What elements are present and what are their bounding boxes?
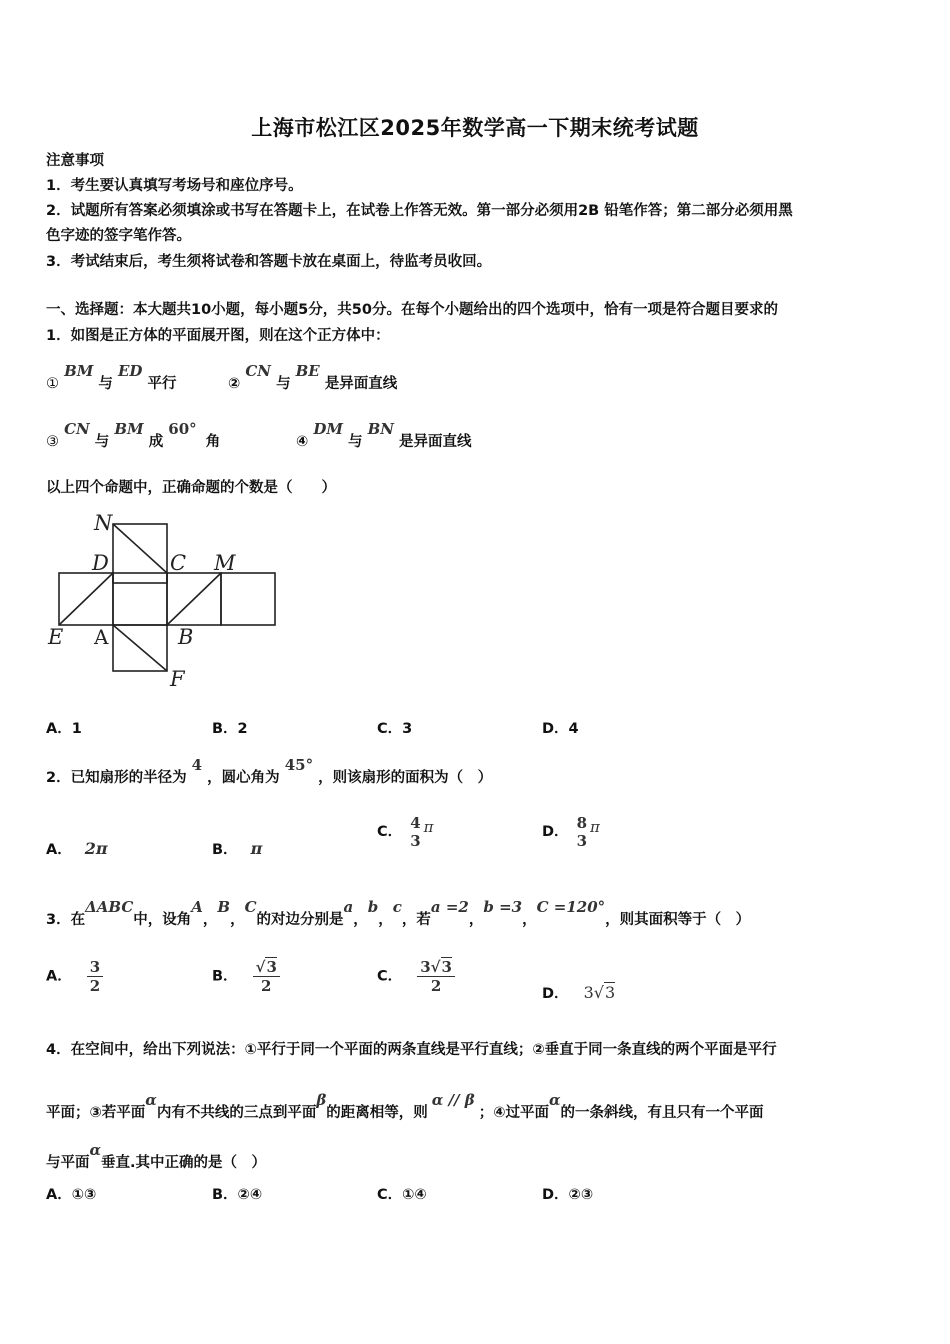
stem-text: ，	[522, 912, 537, 928]
radicand: 3	[441, 958, 452, 976]
stem-text: 内有不共线的三点到平面	[156, 1105, 317, 1121]
stem-text: 的对边分别是	[256, 912, 344, 928]
net-face-center	[113, 573, 167, 625]
math-expr: a =2	[430, 898, 469, 916]
coefficient: 3	[420, 958, 431, 976]
math-expr: α	[89, 1141, 102, 1159]
q1-option-a[interactable]: A．1	[46, 721, 82, 737]
stem-text: ，	[353, 912, 368, 928]
math-expr: BN	[367, 420, 394, 438]
prop-text: 角	[205, 434, 221, 450]
notice-item: 1．考生要认真填写考场号和座位序号。	[46, 178, 303, 194]
question-4-line-3	[46, 1141, 267, 1172]
math-expr: α // β	[431, 1091, 475, 1109]
vertex-label: C	[170, 551, 187, 575]
math-expr: 3√3	[583, 983, 616, 1002]
math-expr: β	[316, 1091, 327, 1109]
numerator: 3√3	[420, 958, 452, 976]
question-1-stem: 1．如图是正方体的平面展开图，则在这个正方体中：	[46, 328, 390, 344]
math-expr: π	[423, 818, 434, 836]
vertex-label: E	[48, 625, 64, 649]
vertex-label: A	[94, 625, 109, 649]
math-expr: ED	[117, 362, 143, 380]
radicand: 3	[266, 958, 277, 976]
q1-proposition-1	[46, 362, 177, 393]
radicand: 3	[605, 983, 616, 1002]
math-expr: α	[548, 1091, 561, 1109]
math-expr: π	[250, 839, 263, 858]
net-face-top	[113, 524, 167, 583]
option-label: D．	[542, 824, 569, 840]
q3-option-c[interactable]	[377, 958, 455, 995]
diagonal-line	[113, 524, 167, 573]
option-label: A．	[46, 968, 72, 985]
prop-text: 与	[98, 376, 113, 392]
question-3-stem	[46, 898, 751, 929]
notice-item: 3．考试结束后，考生须将试卷和答题卡放在桌面上，待监考员收回。	[46, 254, 492, 270]
notice-item: 2．试题所有答案必须填涂或书写在答题卡上，在试卷上作答无效。第一部分必须用2B 铅笔作答；第二部分必须用黑	[46, 203, 793, 219]
question-4-line-2	[46, 1091, 764, 1122]
numerator: 4	[410, 814, 421, 832]
stem-text: ，	[230, 912, 245, 928]
q4-option-d[interactable]: D．②③	[542, 1187, 594, 1203]
option-label: B．	[212, 968, 238, 985]
option-label: A．	[46, 842, 72, 858]
stem-text: 的一条斜线，有且只有一个平面	[560, 1105, 764, 1121]
cube-net-figure	[44, 512, 284, 692]
prop-text: 是异面直线	[399, 434, 472, 450]
notice-item: 色字迹的签字笔作答。	[46, 228, 191, 244]
stem-text: 的距离相等，则	[326, 1105, 428, 1121]
stem-text: ，	[378, 912, 393, 928]
numerator: √3	[255, 958, 277, 976]
stem-text: ，则该扇形的面积为（ ）	[318, 770, 493, 786]
q1-ask: 以上四个命题中，正确命题的个数是（ ）	[46, 480, 336, 496]
stem-text: 中，设角	[133, 912, 192, 928]
q1-proposition-4	[296, 420, 472, 451]
stem-text: 2．已知扇形的半径为	[46, 770, 187, 786]
prop-number: ②	[228, 376, 241, 392]
q4-option-a[interactable]: A．①③	[46, 1187, 97, 1203]
q4-option-b[interactable]: B．②④	[212, 1187, 263, 1203]
math-expr: DM	[313, 420, 343, 438]
vertex-label: N	[94, 512, 113, 535]
math-expr: b	[367, 898, 379, 916]
fraction	[253, 958, 280, 995]
denominator: 3	[410, 832, 421, 850]
stem-text: 与平面	[46, 1155, 90, 1171]
q1-option-d[interactable]: D．4	[542, 721, 579, 737]
fraction	[407, 814, 423, 850]
q2-option-b[interactable]	[212, 839, 262, 859]
fraction	[574, 814, 590, 850]
vertex-label: D	[92, 551, 109, 575]
net-face-far-right	[221, 573, 275, 625]
question-2-stem	[46, 756, 493, 787]
vertex-label: F	[170, 667, 185, 691]
math-expr: A	[191, 898, 203, 916]
prop-text: 平行	[147, 376, 177, 392]
math-expr: B	[217, 898, 231, 916]
fraction	[87, 958, 103, 995]
stem-text: 3．在	[46, 912, 86, 928]
option-label: C．	[377, 824, 403, 840]
math-expr: 45°	[284, 756, 314, 774]
prop-number: ①	[46, 376, 59, 392]
math-expr: a	[343, 898, 354, 916]
q3-option-d[interactable]	[542, 983, 615, 1003]
math-expr: C =120°	[536, 898, 606, 916]
math-expr: b =3	[483, 898, 523, 916]
math-expr: π	[590, 818, 600, 836]
page-title: 上海市松江区2025年数学高一下期末统考试题	[251, 116, 699, 140]
math-expr: α	[145, 1091, 157, 1109]
q2-option-d[interactable]	[542, 814, 600, 850]
option-label: C．	[377, 968, 403, 985]
math-expr: CN	[64, 420, 90, 438]
denominator: 2	[253, 976, 280, 995]
vertex-label: M	[214, 551, 236, 575]
math-expr: BM	[64, 362, 94, 380]
prop-text: 与	[94, 434, 110, 450]
vertex-label: B	[178, 625, 194, 649]
stem-text: 平面；③若平面	[46, 1105, 146, 1121]
section-heading: 一、选择题：本大题共10小题，每小题5分，共50分。在每个小题给出的四个选项中，恰有一项是符合题目要求的	[46, 302, 778, 318]
q2-option-a[interactable]	[46, 839, 108, 859]
q3-option-a[interactable]	[46, 958, 103, 995]
numerator: 8	[576, 814, 588, 832]
stem-text: ，则其面积等于（ ）	[605, 912, 751, 928]
stem-text: ，圆心角为	[207, 770, 280, 786]
prop-text: 成	[148, 434, 164, 450]
option-label: B．	[212, 842, 238, 858]
fraction	[417, 958, 455, 995]
notice-heading: 注意事项	[46, 153, 104, 169]
stem-text: 垂直.其中正确的是（ ）	[101, 1155, 267, 1171]
numerator: 3	[89, 958, 101, 976]
math-expr: 2π	[84, 839, 108, 858]
math-expr: ΔABC	[85, 898, 134, 916]
prop-text: 是异面直线	[324, 376, 398, 392]
math-expr: 60°	[168, 420, 197, 438]
denominator: 3	[576, 832, 588, 850]
q1-option-c[interactable]: C．3	[377, 721, 413, 737]
stem-text: ，	[468, 912, 484, 928]
coefficient: 3	[583, 983, 594, 1002]
question-4-line-1: 4．在空间中，给出下列说法：①平行于同一个平面的两条直线是平行直线；②垂直于同一条直线的两个平面是平行	[46, 1042, 777, 1058]
q3-option-b[interactable]	[212, 958, 280, 995]
math-expr: 4	[191, 756, 203, 774]
math-expr: BM	[114, 420, 144, 438]
math-expr: c	[392, 898, 402, 916]
denominator: 2	[87, 976, 103, 995]
q1-proposition-3	[46, 420, 221, 451]
stem-text: ；④过平面	[478, 1105, 549, 1121]
diagonal-line	[59, 573, 113, 625]
q2-option-c[interactable]	[377, 814, 434, 850]
option-label: D．	[542, 986, 569, 1002]
stem-text: ，	[202, 912, 218, 928]
math-expr: C	[244, 898, 257, 916]
stem-text: ，若	[401, 912, 431, 928]
prop-text: 与	[348, 434, 363, 450]
q4-option-c[interactable]: C．①④	[377, 1187, 427, 1203]
math-expr: BE	[295, 362, 320, 380]
denominator: 2	[417, 976, 455, 995]
q1-proposition-2	[228, 362, 398, 393]
q1-option-b[interactable]: B．2	[212, 721, 248, 737]
prop-number: ④	[296, 434, 309, 450]
prop-text: 与	[276, 376, 291, 392]
diagonal-line	[167, 573, 221, 625]
diagonal-line	[113, 625, 167, 671]
prop-number: ③	[46, 434, 59, 450]
math-expr: CN	[245, 362, 271, 380]
